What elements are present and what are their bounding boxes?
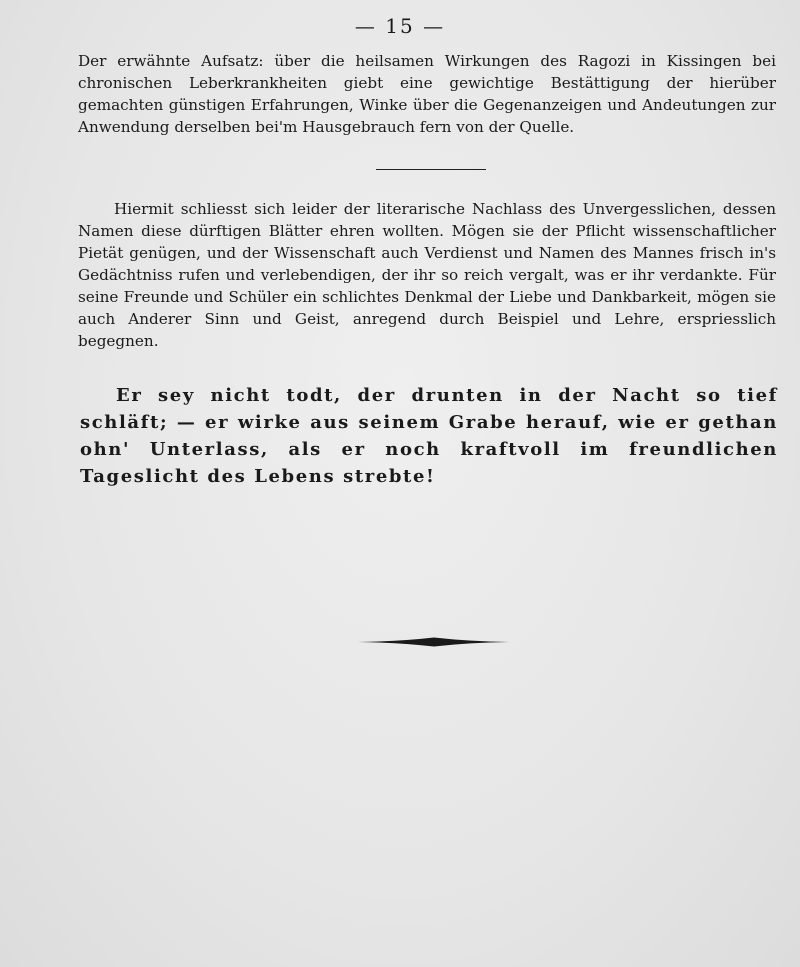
page-number: — 15 —: [354, 14, 446, 38]
paragraph-nachlass: [78, 198, 776, 352]
section-divider-rule: [376, 169, 486, 170]
paragraph-epitaph: [80, 382, 778, 490]
paragraph-aufsatz: Der erwähnte Aufsatz: über die heilsamen Wirkungen des Ragozi in Kissingen bei chronischen Leberkrankheiten giebt eine gewichtige Bestättigung der hierüber gemachten günstigen Erfahrungen, Winke über die Gegenanzeigen und Andeutungen zur Anwendung derselben bei'm Hausgebrauch fern von der Quelle.: [78, 52, 776, 136]
closing-ornament-icon: [358, 636, 510, 648]
paragraph-nachlass-text: Hiermit schliesst sich leider der literarische Nachlass des Unvergesslichen, dessen Namen diese dürftigen Blätter ehren wollten. Mögen sie der Pflicht wissenschaftlicher Pietät genügen, und der Wissenschaft auch Verdienst und Namen des Mannes frisch in's Gedächtniss rufen und verlebendigen, der ihr so reich vergalt, was er ihr verdankte. Für seine Freunde und Schüler ein schlichtes Denkmal der Liebe und Dankbarkeit, mögen sie auch Anderer Sinn und Geist, anregend durch Beispiel und Lehre, erspriesslich begegnen.: [78, 200, 776, 350]
paragraph-epitaph-text: Er sey nicht todt, der drunten in der Nacht so tief schläft; — er wirke aus seinem Grabe herauf, wie er gethan ohn' Unterlass, als er noch kraftvoll im freundlichen Tageslicht des Lebens strebte!: [80, 385, 778, 487]
